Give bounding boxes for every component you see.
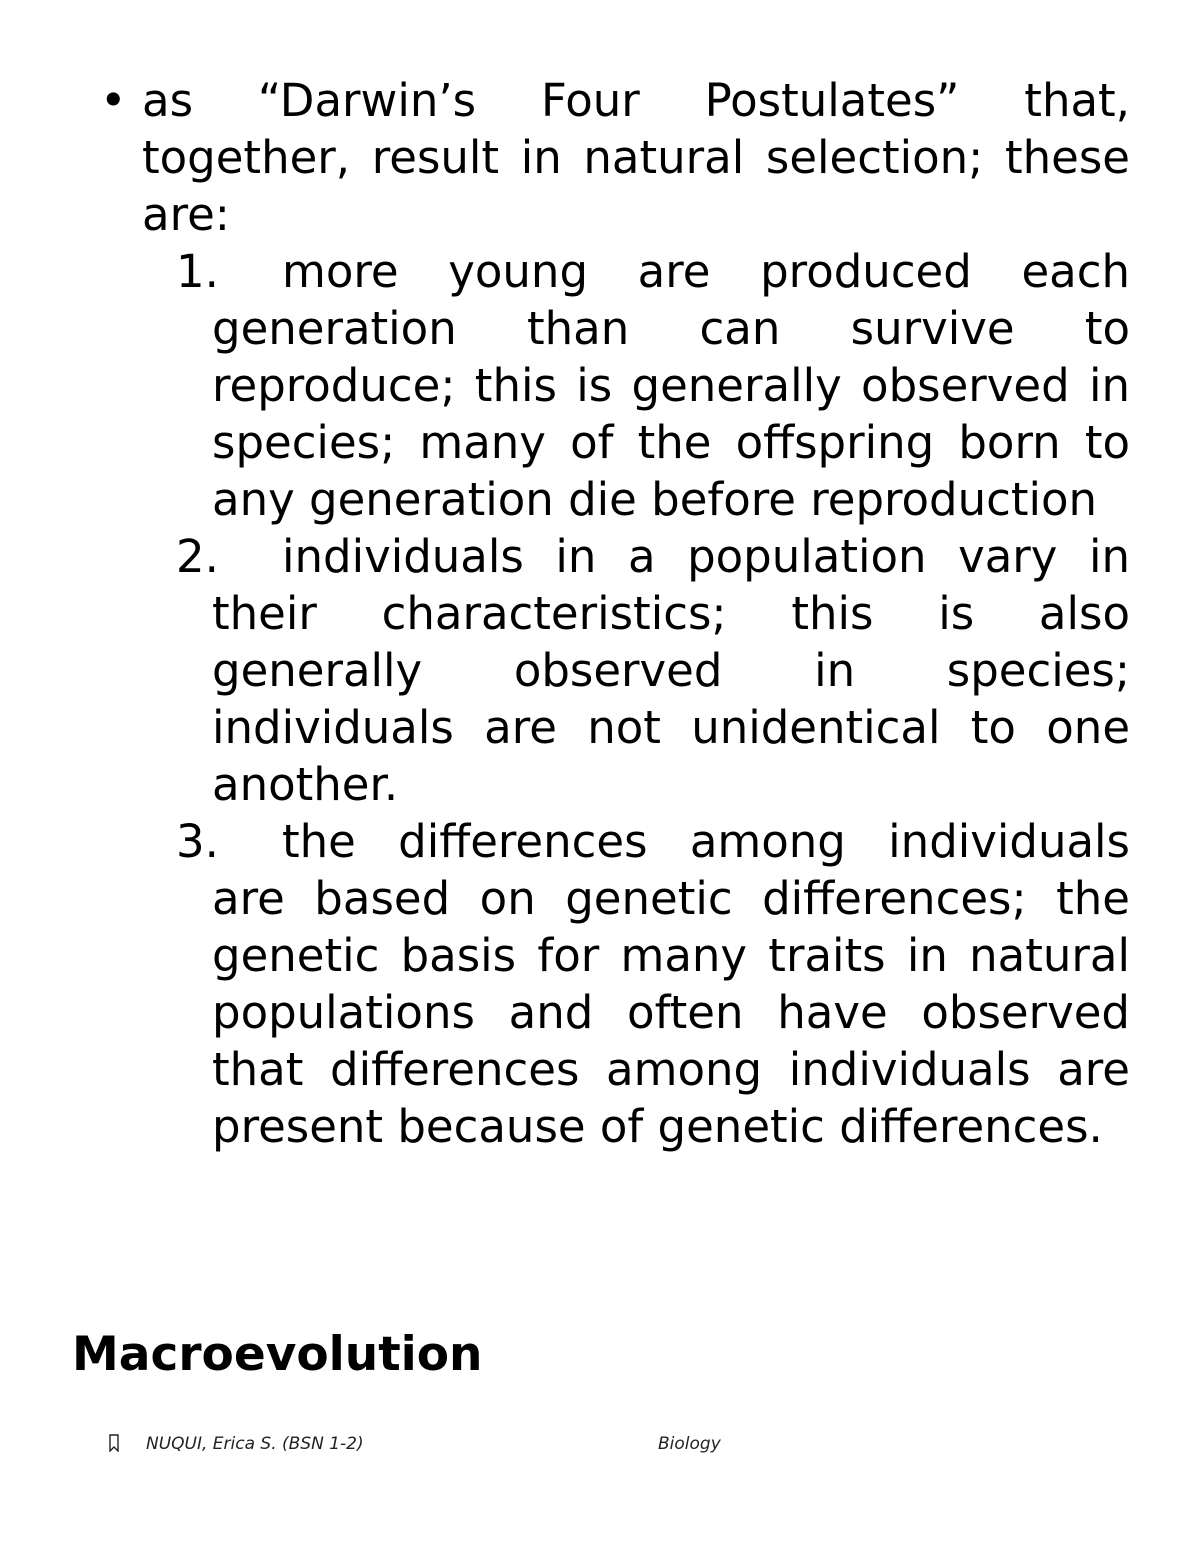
list-item-text: the differences among individuals are based on genetic differences; the genetic basis for many traits in natural populations and often have observed that differences among individuals are present because of genetic differences. bbox=[212, 815, 1130, 1153]
postulates-list bbox=[176, 243, 1130, 1155]
list-number: 1. bbox=[176, 245, 219, 298]
footer-author: NUQUI, Erica S. (BSN 1-2) bbox=[146, 1434, 364, 1454]
list-item-text: more young are produced each generation than can survive to reproduce; this is generally observed in species; many of the offspring born to any generation die before reproduction bbox=[212, 245, 1130, 526]
bullet-item bbox=[100, 72, 1130, 243]
list-number: 2. bbox=[176, 530, 219, 583]
bookmark-icon bbox=[108, 1434, 120, 1452]
list-item bbox=[176, 528, 1130, 813]
bullet-marker: • bbox=[100, 74, 127, 127]
section-heading: Macroevolution bbox=[72, 1327, 483, 1382]
footer-subject: Biology bbox=[658, 1434, 721, 1454]
list-item bbox=[176, 813, 1130, 1155]
list-number: 3. bbox=[176, 815, 219, 868]
bullet-text: as “Darwin’s Four Postulates” that, together, result in natural selection; these are: bbox=[142, 74, 1130, 241]
page-footer bbox=[0, 1430, 1200, 1460]
list-item-text: individuals in a population vary in their characteristics; this is also generally observed in species; individuals are not unidentical to one another. bbox=[212, 530, 1130, 811]
list-item bbox=[176, 243, 1130, 528]
